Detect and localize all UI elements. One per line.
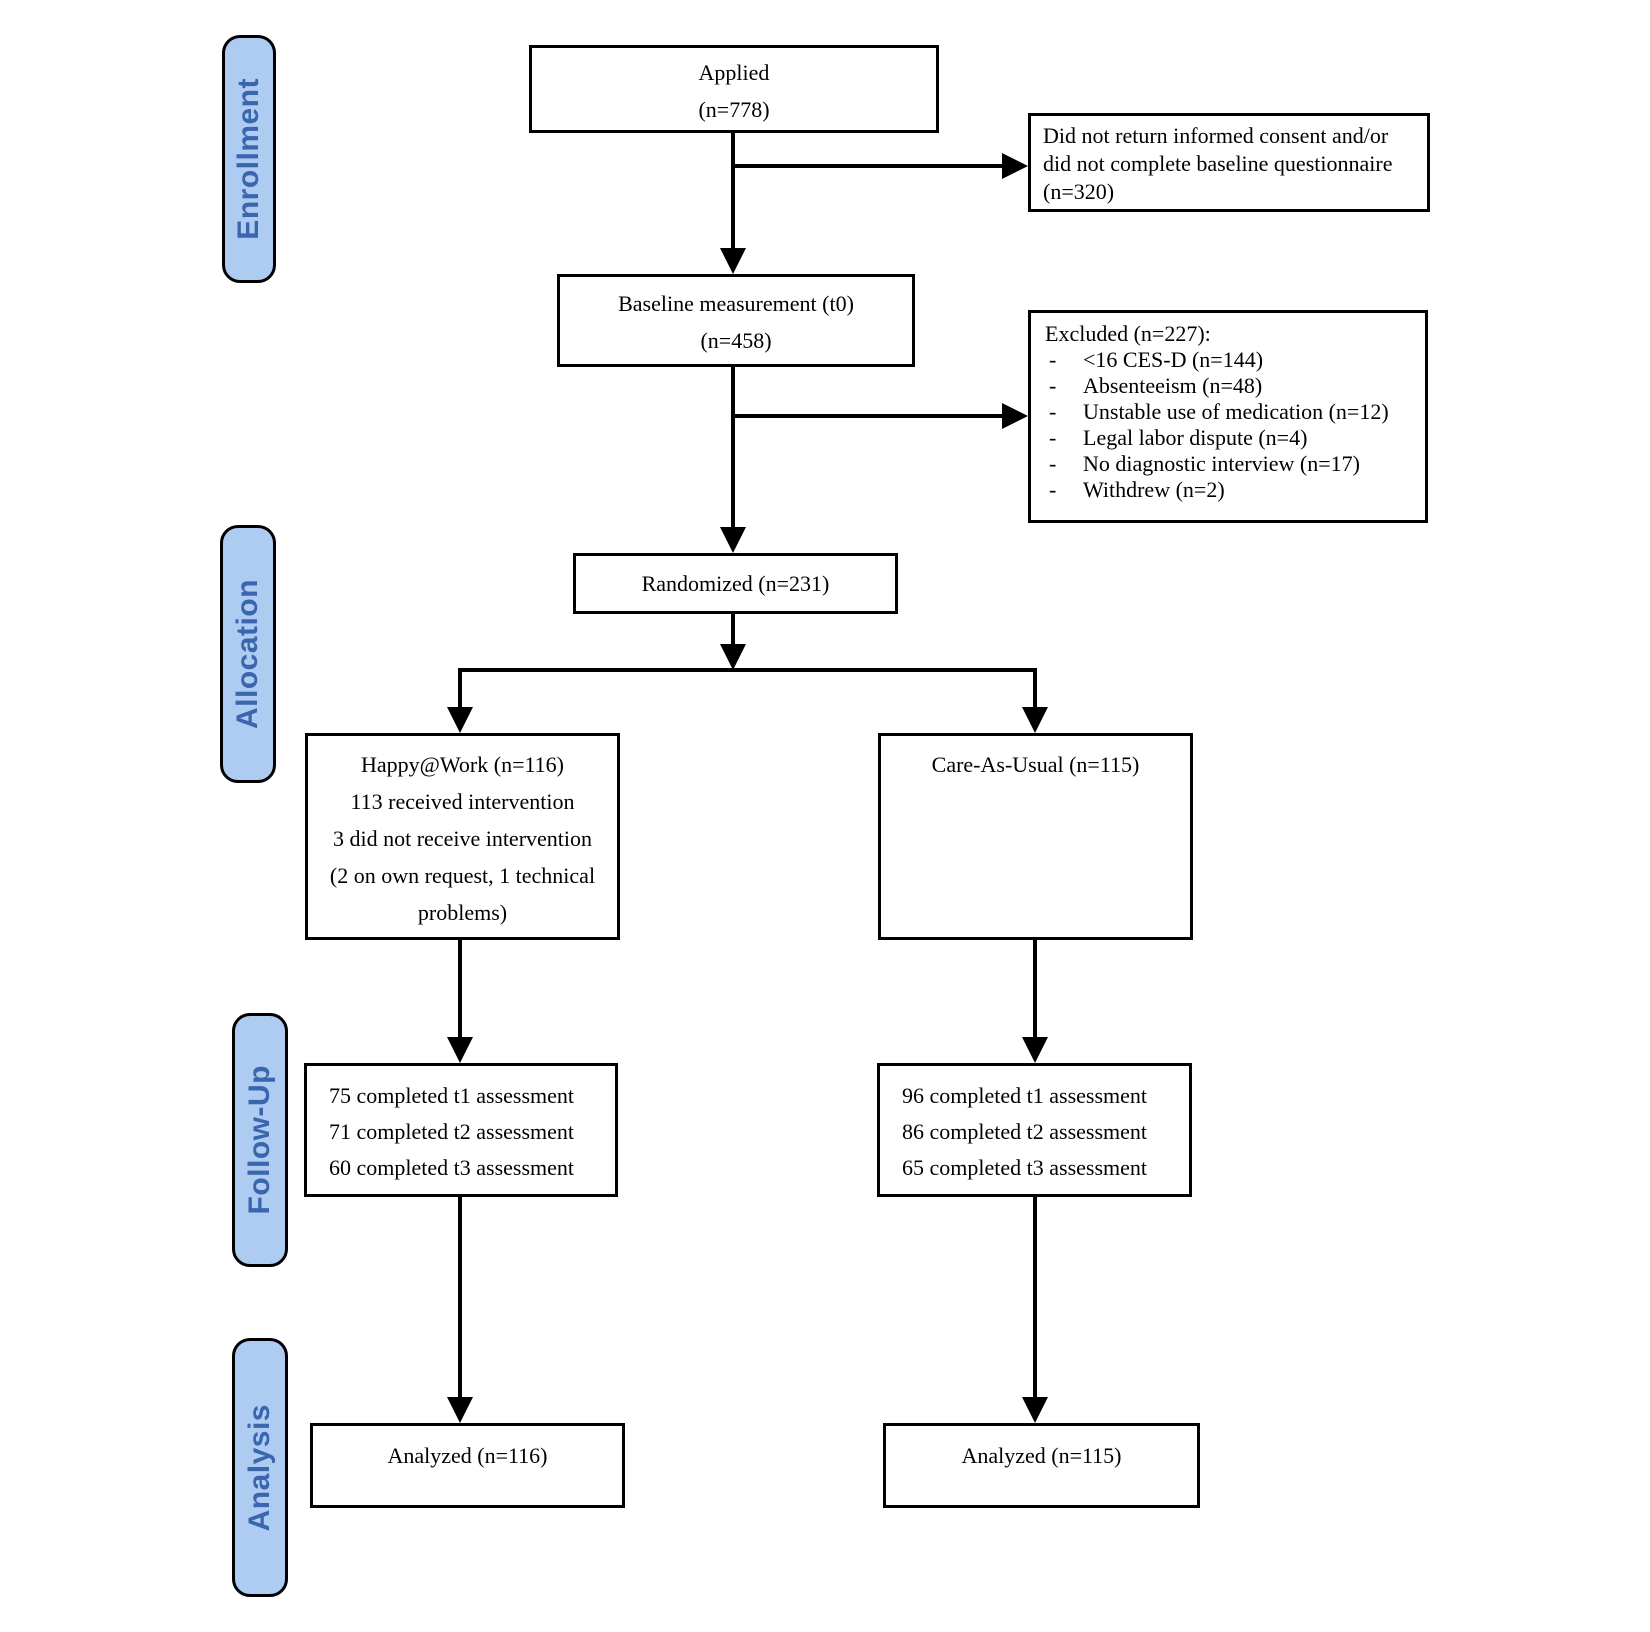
arrowhead-control-icon [1022, 707, 1048, 733]
followup-control-t3: 65 completed t3 assessment [902, 1155, 1148, 1180]
connector-intervention-followup [458, 940, 462, 1039]
excluded-item-text: Unstable use of medication (n=12) [1083, 399, 1389, 424]
connector-randomized-split [731, 614, 735, 646]
excluded-item [1045, 347, 1419, 373]
control-arm-box [878, 733, 1193, 940]
no-consent-line1: Did not return informed consent and/or [1043, 123, 1389, 148]
no-consent-line2: did not complete baseline questionnaire [1043, 151, 1393, 176]
followup-intervention-t3: 60 completed t3 assessment [329, 1155, 575, 1180]
followup-intervention-t2: 71 completed t2 assessment [329, 1119, 575, 1144]
connector-followup-analyzed-intervention [458, 1197, 462, 1399]
excluded-item-text: <16 CES-D (n=144) [1083, 347, 1264, 372]
excluded-item [1045, 477, 1419, 503]
analyzed-control-box [883, 1423, 1200, 1508]
arrowhead-baseline-icon [720, 248, 746, 274]
intervention-reason-line2: problems) [417, 900, 508, 925]
arrowhead-followup-control-icon [1022, 1037, 1048, 1063]
connector-control-followup [1033, 940, 1037, 1039]
bullet-dash: - [1049, 477, 1057, 502]
bullet-dash: - [1049, 425, 1057, 450]
analyzed-control-label: Analyzed (n=115) [961, 1443, 1122, 1468]
intervention-received-line: 113 received intervention [350, 789, 575, 814]
connector-followup-analyzed-control [1033, 1197, 1037, 1399]
intervention-not-received-line: 3 did not receive intervention [332, 826, 593, 851]
randomized-label: Randomized (n=231) [641, 571, 830, 596]
arrowhead-randomized-icon [720, 527, 746, 553]
excluded-item-text: No diagnostic interview (n=17) [1083, 451, 1360, 476]
connector-baseline-randomized [731, 365, 735, 529]
analyzed-intervention-label: Analyzed (n=116) [387, 1443, 548, 1468]
arrowhead-split-icon [720, 644, 746, 670]
control-arm-title: Care-As-Usual (n=115) [931, 752, 1140, 777]
excluded-box [1028, 310, 1428, 523]
excluded-item [1045, 373, 1419, 399]
bullet-dash: - [1049, 373, 1057, 398]
intervention-arm-title: Happy@Work (n=116) [361, 752, 564, 777]
stage-label-analysis-text: Analysis [243, 1403, 276, 1532]
stage-label-analysis [232, 1338, 288, 1597]
bullet-dash: - [1049, 451, 1057, 476]
excluded-item [1045, 451, 1419, 477]
followup-control-box [877, 1063, 1192, 1197]
excluded-title: Excluded (n=227): [1045, 321, 1211, 346]
connector-split-horizontal [458, 668, 1037, 672]
excluded-item-text: Absenteeism (n=48) [1083, 373, 1263, 398]
stage-label-follow-up [232, 1013, 288, 1267]
arrowhead-analyzed-intervention-icon [447, 1397, 473, 1423]
baseline-box [557, 274, 915, 367]
stage-label-enrollment-text: Enrollment [232, 78, 265, 240]
stage-label-allocation-text: Allocation [231, 578, 264, 729]
baseline-count: (n=458) [700, 328, 772, 353]
no-consent-count: (n=320) [1043, 179, 1115, 204]
connector-baseline-excluded [733, 414, 1004, 418]
arrowhead-intervention-icon [447, 707, 473, 733]
followup-intervention-box [304, 1063, 618, 1197]
applied-count: (n=778) [698, 97, 770, 122]
excluded-item [1045, 425, 1419, 451]
followup-intervention-t1: 75 completed t1 assessment [329, 1083, 575, 1108]
followup-control-t2: 86 completed t2 assessment [902, 1119, 1148, 1144]
analyzed-intervention-box [310, 1423, 625, 1508]
intervention-reason-line1: (2 on own request, 1 technical [329, 863, 596, 888]
arrowhead-noconsent-icon [1002, 153, 1028, 179]
bullet-dash: - [1049, 347, 1057, 372]
intervention-arm-box [305, 733, 620, 940]
connector-applied-baseline [731, 131, 735, 250]
bullet-dash: - [1049, 399, 1057, 424]
stage-label-enrollment [222, 35, 276, 283]
followup-control-t1: 96 completed t1 assessment [902, 1083, 1148, 1108]
applied-box [529, 45, 939, 133]
arrowhead-analyzed-control-icon [1022, 1397, 1048, 1423]
applied-label: Applied [698, 60, 770, 85]
connector-split-control [1033, 670, 1037, 709]
excluded-item [1045, 399, 1419, 425]
randomized-box [573, 553, 898, 614]
excluded-item-text: Legal labor dispute (n=4) [1083, 425, 1308, 450]
excluded-item-text: Withdrew (n=2) [1083, 477, 1225, 502]
connector-split-intervention [458, 670, 462, 709]
connector-applied-noconsent [733, 164, 1004, 168]
arrowhead-followup-intervention-icon [447, 1037, 473, 1063]
baseline-label: Baseline measurement (t0) [618, 291, 854, 316]
stage-label-allocation [220, 525, 276, 783]
arrowhead-excluded-icon [1002, 403, 1028, 429]
stage-label-follow-up-text: Follow-Up [243, 1065, 276, 1215]
no-consent-box [1028, 113, 1430, 212]
